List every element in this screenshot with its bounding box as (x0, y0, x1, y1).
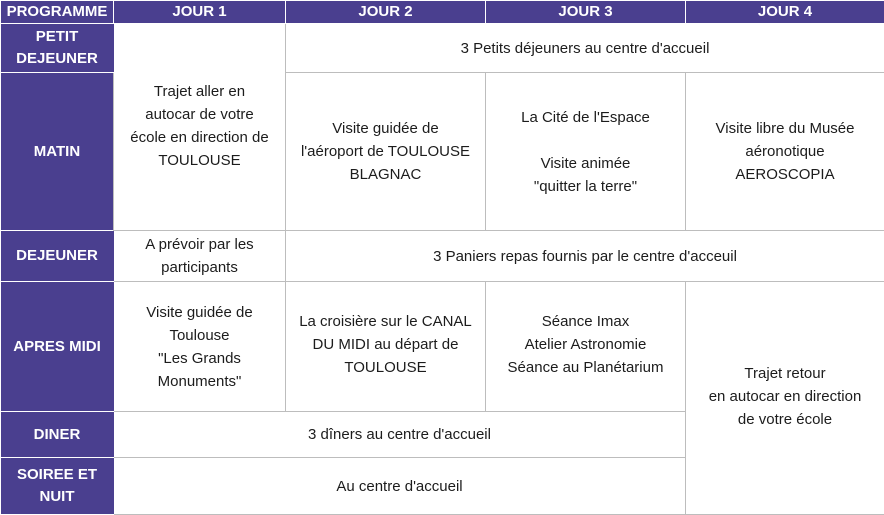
cell-jour1-trajet-aller: Trajet aller en autocar de votre école en direction de TOULOUSE (114, 24, 286, 231)
cell-matin-j4: Visite libre du Musée aéronotique AEROSCOPIA (686, 73, 884, 231)
header-jour-2: JOUR 2 (286, 1, 486, 24)
label-diner: DINER (1, 412, 114, 458)
cell-apres-midi-j1: Visite guidée de Toulouse "Les Grands Monuments" (114, 282, 286, 412)
row-apres-midi (1, 282, 884, 412)
label-dejeuner: DEJEUNER (1, 231, 114, 282)
cell-dejeuner-j2-j4: 3 Paniers repas fournis par le centre d'acceuil (286, 231, 884, 282)
cell-jour4-trajet-retour: Trajet retour en autocar en direction de votre école (686, 282, 884, 515)
cell-matin-j2: Visite guidée de l'aéroport de TOULOUSE BLAGNAC (286, 73, 486, 231)
label-apres-midi: APRES MIDI (1, 282, 114, 412)
header-row (1, 1, 884, 24)
header-jour-3: JOUR 3 (486, 1, 686, 24)
cell-dejeuner-j1: A prévoir par les participants (114, 231, 286, 282)
cell-apres-midi-j2: La croisière sur le CANAL DU MIDI au départ de TOULOUSE (286, 282, 486, 412)
cell-petit-dejeuner-j2-j4: 3 Petits déjeuners au centre d'accueil (286, 24, 884, 73)
cell-matin-j3: La Cité de l'Espace Visite animée "quitter la terre" (486, 73, 686, 231)
cell-soiree-j1-j3: Au centre d'accueil (114, 458, 686, 515)
header-jour-4: JOUR 4 (686, 1, 884, 24)
label-soiree-et-nuit: SOIREE ET NUIT (1, 458, 114, 515)
label-matin: MATIN (1, 73, 114, 231)
header-programme: PROGRAMME (1, 1, 114, 24)
label-petit-dejeuner: PETIT DEJEUNER (1, 24, 114, 73)
cell-apres-midi-j3: Séance Imax Atelier Astronomie Séance au Planétarium (486, 282, 686, 412)
row-petit-dejeuner (1, 24, 884, 73)
cell-diner-j1-j3: 3 dîners au centre d'accueil (114, 412, 686, 458)
row-dejeuner (1, 231, 884, 282)
header-jour-1: JOUR 1 (114, 1, 286, 24)
